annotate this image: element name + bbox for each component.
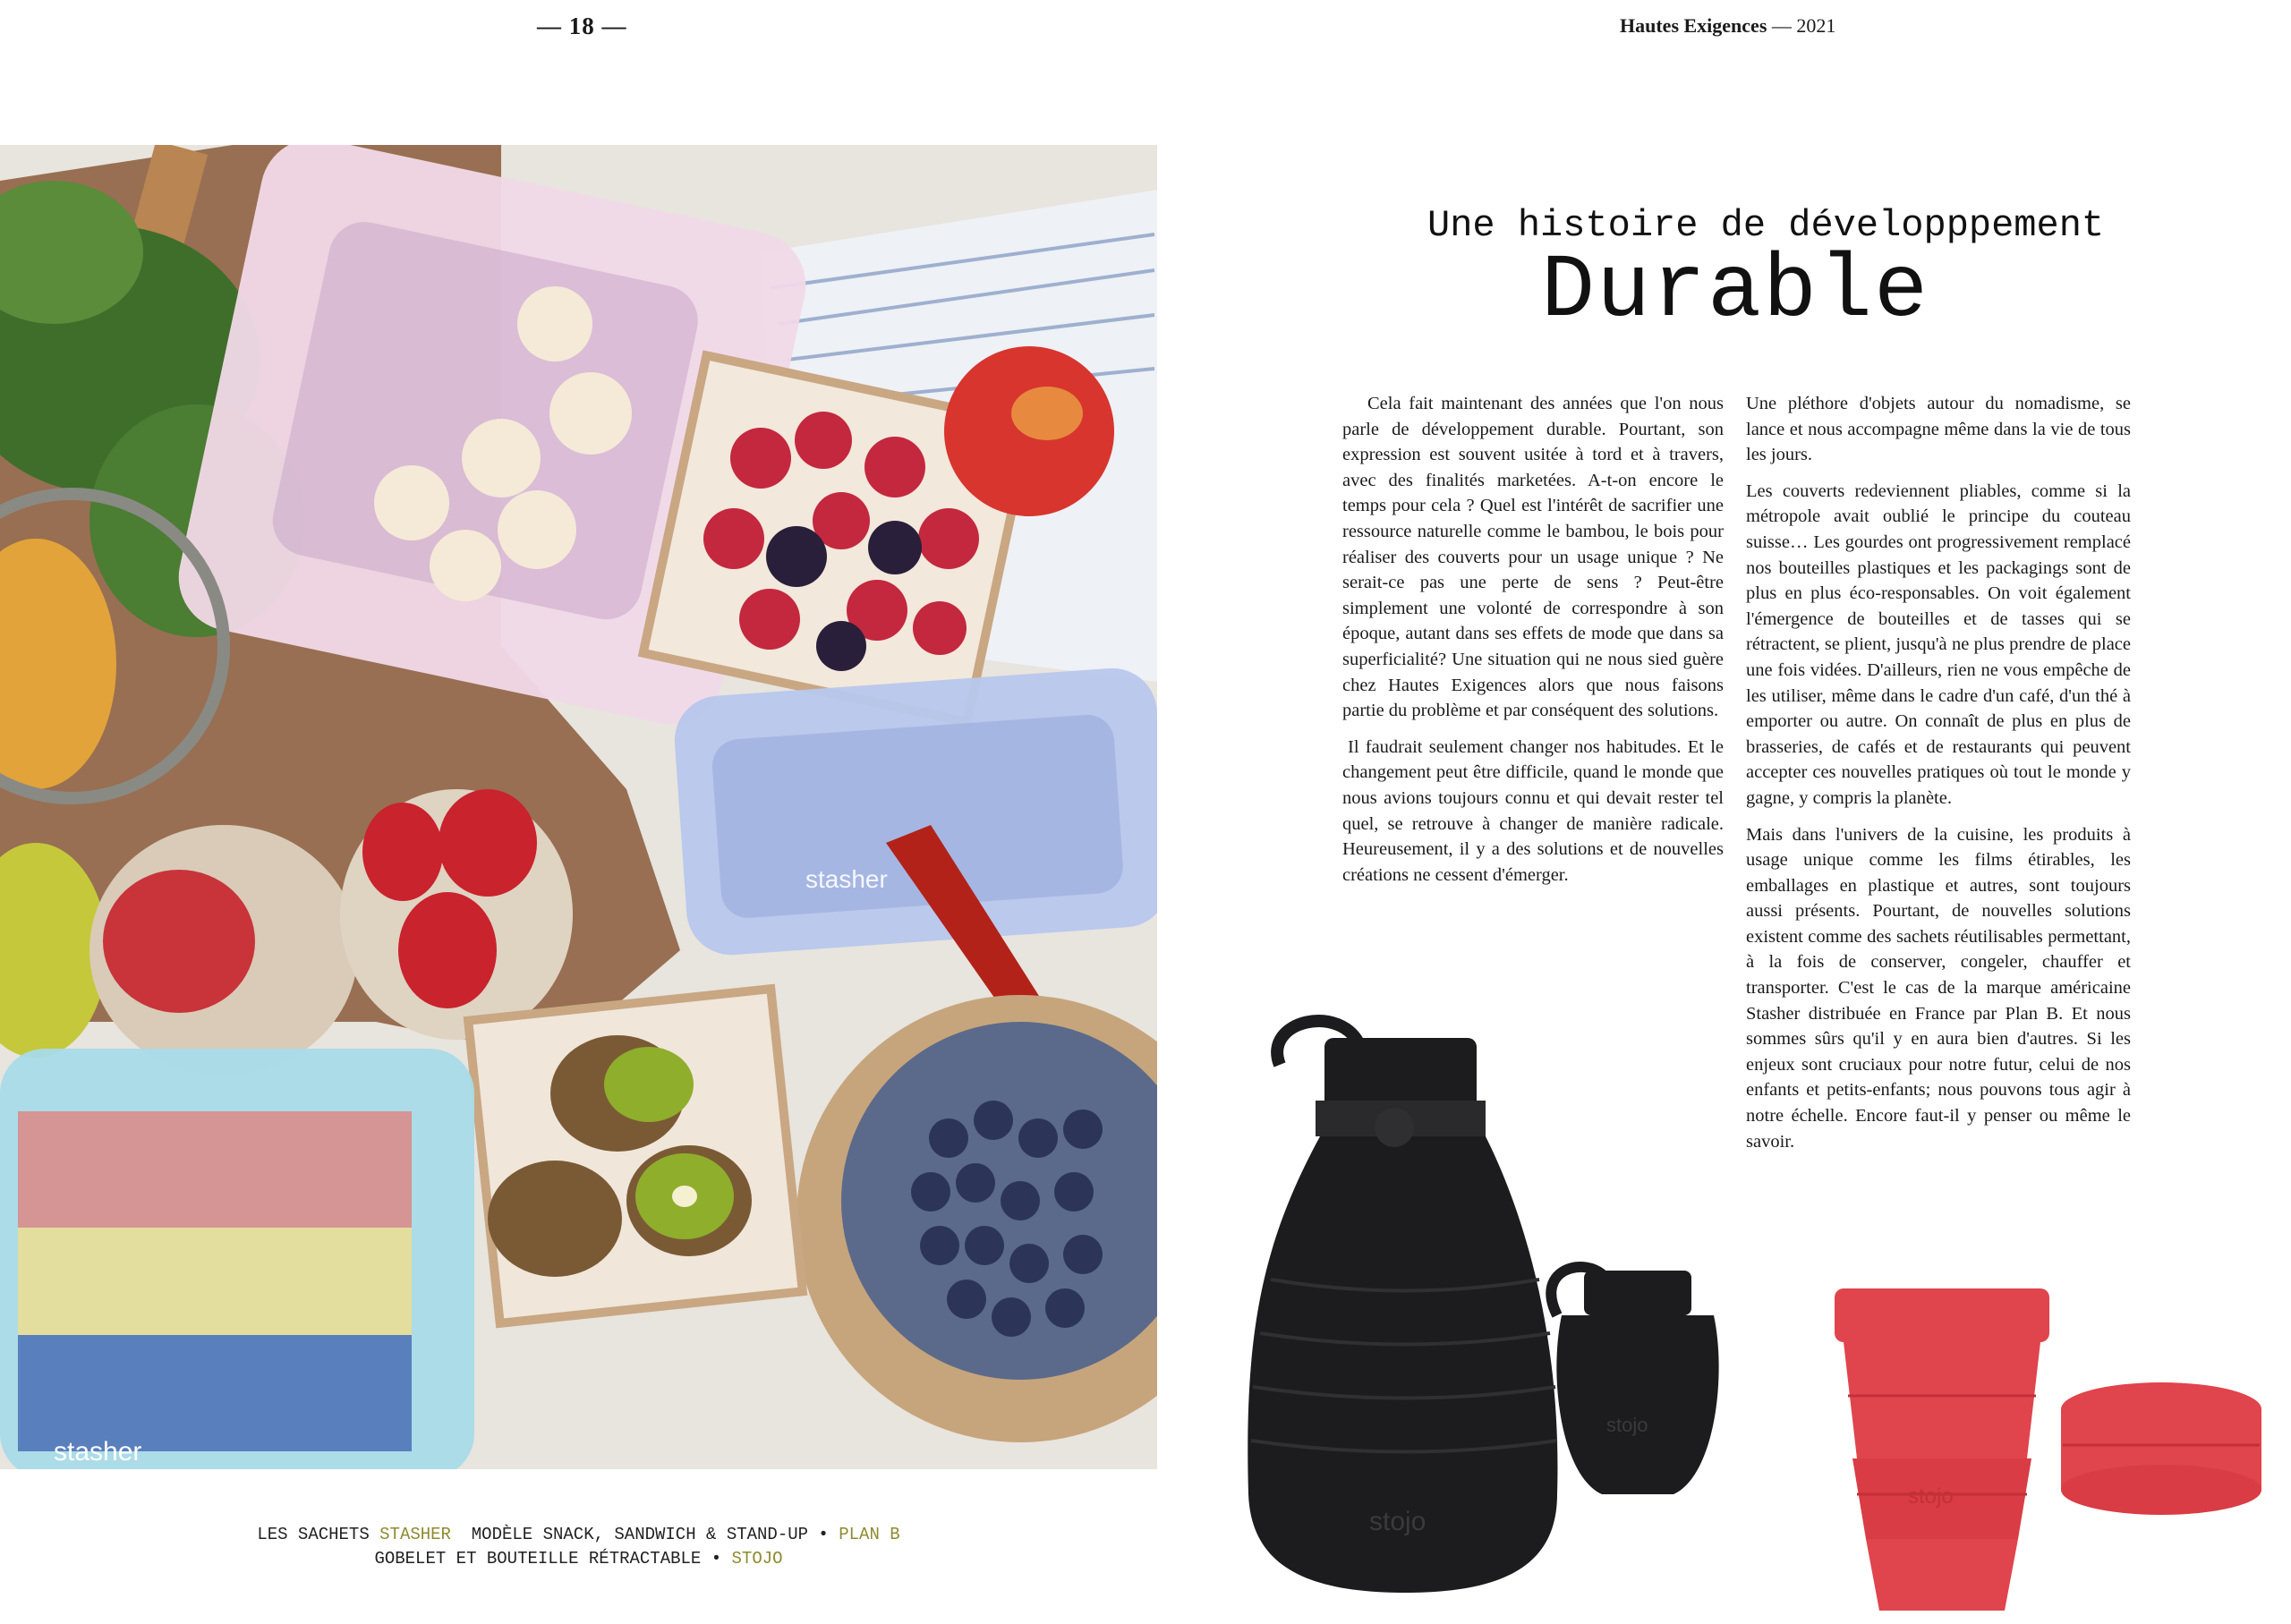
magazine-name: Hautes Exigences [1620, 14, 1767, 37]
header-separator: — [1767, 14, 1797, 37]
bag-brand-logo-bottom: stasher [54, 1437, 142, 1467]
food-flatlay-photo [0, 145, 1157, 1469]
caption-line-1 [0, 1523, 1157, 1547]
paragraph: Les couverts redeviennent pliables, comme si la métropole avait oublié le principe du couteau suisse… Les gourdes ont progressivement remplacé nos bouteilles plastiques et les packagings sont de plus en plus éco-responsables. On voit également l'émergence de bouteilles et de tasses qui se rétractent, se plient, jusqu'à ne plus prendre de place une fois vidées. D'ailleurs, rien ne vous empêche de les utiliser, même dans le cadre d'un café, d'un thé à emporter ou autre. On connaît de plus en plus de brasseries, de cafés et de restaurants qui peuvent accepter ces nouvelles pratiques où tout le monde y gagne, y compris la planète. [1746, 480, 2131, 808]
running-header [1620, 14, 1835, 38]
caption-prefix-2: GOBELET ET BOUTEILLE RÉTRACTABLE • [374, 1549, 732, 1569]
paragraph: Une pléthore d'objets autour du nomadisme, se lance et nous accompagne même dans la vie de tous les jours. [1746, 394, 2131, 465]
caption-middle: MODÈLE SNACK, SANDWICH & STAND-UP • [450, 1525, 839, 1544]
stojo-products-image [1226, 993, 2273, 1620]
paragraph: Cela fait maintenant des années que l'on nous parle de développement durable. Pourtant, son expression est souvent usitée à tord et à travers, avec des finalités marketées. A-t-on encore le temps pour cela ? Quel est l'intérêt de sacrifier une ressource naturelle comme le bambou, le bois pour réaliser des couverts pour un usage unique ? Ne serait-ce pas une perte de sens ? Peut-être simplement une volonté de correspondre à son époque, autant dans ses effets de mode que dans sa superficialité? Une situation qui ne nous sied guère chez Hautes Exigences alors que nous faisons partie du problème et par conséquent des solutions. [1342, 394, 1724, 721]
bag-brand-logo: stasher [805, 865, 888, 893]
photo-caption [0, 1523, 1157, 1571]
article-headline: Durable [1541, 242, 1930, 343]
caption-brand-stasher: STASHER [379, 1525, 451, 1544]
caption-prefix-1: LES SACHETS [257, 1525, 380, 1544]
caption-brand-stojo: STOJO [731, 1549, 783, 1569]
caption-line-2 [0, 1547, 1157, 1571]
article-kicker: Une histoire de développpement [1427, 204, 2105, 247]
article-column-1 [1342, 391, 1724, 898]
stojo-logo-bottle: stojo [1369, 1507, 1427, 1536]
paragraph: Il faudrait seulement changer nos habitudes. Et le changement peut être difficile, quand le monde que nous avions toujours connu et qui devait rester tel quel, se retrouve à changer de manière radicale. Heureusement, il y a des solutions et de nouvelles créations ne cessent d'émerger. [1342, 736, 1724, 885]
stojo-logo-small: stojo [1606, 1414, 1648, 1436]
caption-distributor: PLAN B [839, 1525, 900, 1544]
paragraph: Mais dans l'univers de la cuisine, les produits à usage unique comme les films étirables, les emballages en plastique et autres, sont toujours aussi présents. Pourtant, de nouvelles solutions existent comme des sachets réutilisables permettant, à la fois de conserver, congeler, chauffer et transporter. C'est le cas de la marque américaine Stasher distribuée en France par Plan B. Et nous sommes sûrs qu'il y en aura bien d'autres. Si les enjeux sont cruciaux pour notre futur, celui de nos enfants et petits-enfants; nous pouvons tous agir à notre échelle. Encore faut-il y penser ou même le savoir. [1746, 824, 2131, 1152]
page-number: — 18 — [537, 13, 627, 39]
stojo-logo-cup: stojo [1908, 1484, 1954, 1509]
header-year: 2021 [1796, 14, 1836, 37]
